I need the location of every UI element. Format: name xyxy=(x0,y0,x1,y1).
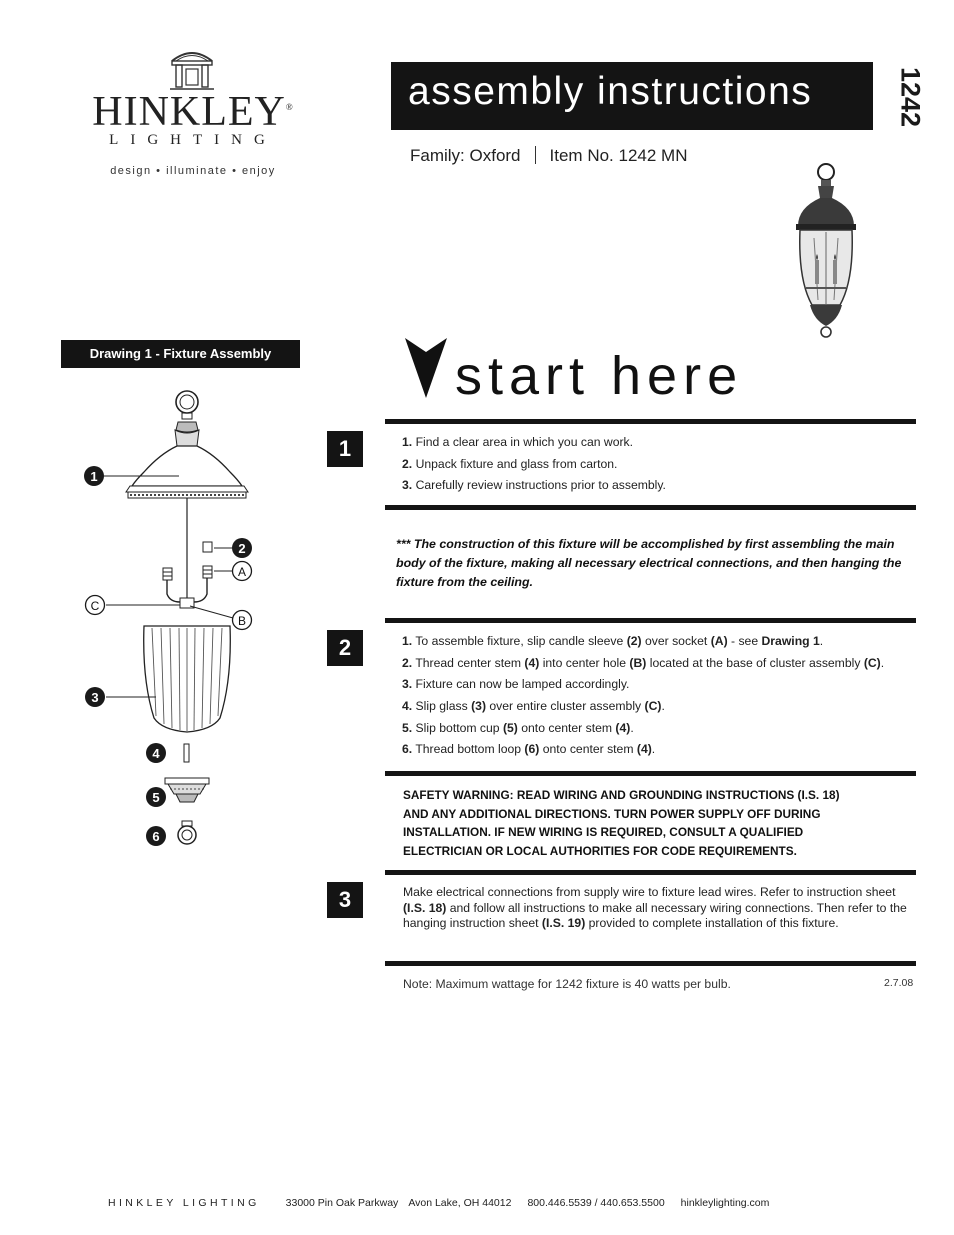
list-item: 3. Fixture can now be lamped accordingly. xyxy=(402,677,630,692)
divider-rule xyxy=(385,419,916,424)
callout-3 xyxy=(85,687,105,707)
item-number: Item No. 1242 MN xyxy=(549,146,688,165)
footer-phone: 800.446.5539 / 440.653.5500 xyxy=(527,1197,665,1209)
step2-list xyxy=(402,631,884,761)
start-here-heading: start here xyxy=(405,335,825,415)
callout-1 xyxy=(84,466,104,486)
callout-5 xyxy=(146,787,166,807)
callout-6 xyxy=(146,826,166,846)
logo-brand: HINKLEY® xyxy=(92,89,294,135)
list-item: 4. Slip glass (3) over entire cluster assembly (C). xyxy=(402,699,665,714)
list-item: 1. Find a clear area in which you can work. xyxy=(402,435,634,449)
glass-part xyxy=(144,626,231,732)
family-name: Family: Oxford xyxy=(410,146,521,165)
product-illustration xyxy=(790,160,862,342)
logo-tagline: design • illuminate • enjoy xyxy=(110,165,276,177)
list-item: 3. Carefully review instructions prior to assembly. xyxy=(402,478,666,493)
family-line xyxy=(410,146,687,166)
svg-text:2: 2 xyxy=(238,541,246,556)
step3-text: Make electrical connections from supply wire to fixture lead wires. Refer to instruction sheet (I.S. 18) and follow all instructions to make all necessary wiring connections. Then refer to the hanging instruction sheet (I.S. 19) provided to complete installation of this fixture. xyxy=(403,885,907,931)
top-loop xyxy=(176,391,198,419)
callout-c xyxy=(86,596,105,615)
footer-city: Avon Lake, OH 44012 xyxy=(408,1197,512,1209)
divider-rule xyxy=(385,618,916,623)
step-number-1: 1 xyxy=(327,431,363,467)
divider-rule xyxy=(385,505,916,510)
exploded-assembly-drawing xyxy=(60,380,320,850)
lantern-logo-icon xyxy=(166,45,218,91)
step-number-3: 3 xyxy=(327,882,363,918)
callout-b xyxy=(233,611,252,630)
item-number-vertical: 1242 xyxy=(895,66,926,128)
cluster-assembly xyxy=(163,568,207,608)
list-item: 2. Thread center stem (4) into center hole (B) located at the base of cluster assembly (C). xyxy=(402,655,885,670)
footer-address: 33000 Pin Oak Parkway xyxy=(285,1197,399,1209)
safety-warning: SAFETY WARNING: READ WIRING AND GROUNDING INSTRUCTIONS (I.S. 18) AND ANY ADDITIONAL DIRECTIONS. TURN POWER SUPPLY OFF DURING INSTALLATION. IF NEW WIRING IS REQUIRED, CONSULT A QUALIFIED ELECTRICIAN OR LOCAL AUTHORITIES FOR CODE REQUIREMENTS. xyxy=(403,788,840,858)
wattage-note: Note: Maximum wattage for 1242 fixture is 40 watts per bulb. xyxy=(403,977,731,991)
callout-4 xyxy=(146,743,166,763)
svg-text:5: 5 xyxy=(152,790,160,805)
logo-subtitle: LIGHTING xyxy=(109,132,277,148)
footer-website[interactable]: hinkleylighting.com xyxy=(680,1197,770,1209)
svg-text:A: A xyxy=(237,565,247,579)
list-item: 1. To assemble fixture, slip candle sleeve (2) over socket (A) - see Drawing 1. xyxy=(402,634,824,648)
footer xyxy=(108,1197,769,1209)
page-title: assembly instructions xyxy=(408,70,813,113)
callout-a xyxy=(233,562,252,581)
list-item: 6. Thread bottom loop (6) onto center stem (4). xyxy=(402,742,656,757)
svg-text:C: C xyxy=(90,599,100,613)
svg-text:1: 1 xyxy=(90,469,98,484)
drawing-label: Drawing 1 - Fixture Assembly xyxy=(61,340,300,368)
hinkley-logo xyxy=(78,40,308,185)
footer-brand: HINKLEY LIGHTING xyxy=(108,1197,260,1209)
step-number-2: 2 xyxy=(327,630,363,666)
svg-text:6: 6 xyxy=(152,829,160,844)
divider-rule xyxy=(385,870,916,875)
svg-text:4: 4 xyxy=(152,746,160,761)
divider-rule xyxy=(385,771,916,776)
top-cap-part xyxy=(126,422,248,498)
title-bar xyxy=(391,62,873,130)
construction-note: *** The construction of this fixture will be accomplished by first assembling the main body of the fixture, making all necessary electrical connections, and then hanging the fixture from the ceiling. xyxy=(396,537,902,589)
list-item: 2. Unpack fixture and glass from carton. xyxy=(402,456,618,471)
callout-2 xyxy=(232,538,252,558)
svg-text:3: 3 xyxy=(91,690,99,705)
revision-date: 2.7.08 xyxy=(884,977,914,989)
bottom-cup-part xyxy=(165,778,209,802)
svg-text:B: B xyxy=(237,614,247,628)
arrow-down-icon xyxy=(405,338,447,398)
divider xyxy=(535,146,536,164)
divider-rule xyxy=(385,961,916,966)
step1-list xyxy=(402,432,666,497)
list-item: 5. Slip bottom cup (5) onto center stem (4). xyxy=(402,720,634,735)
bottom-loop-part xyxy=(178,821,196,844)
